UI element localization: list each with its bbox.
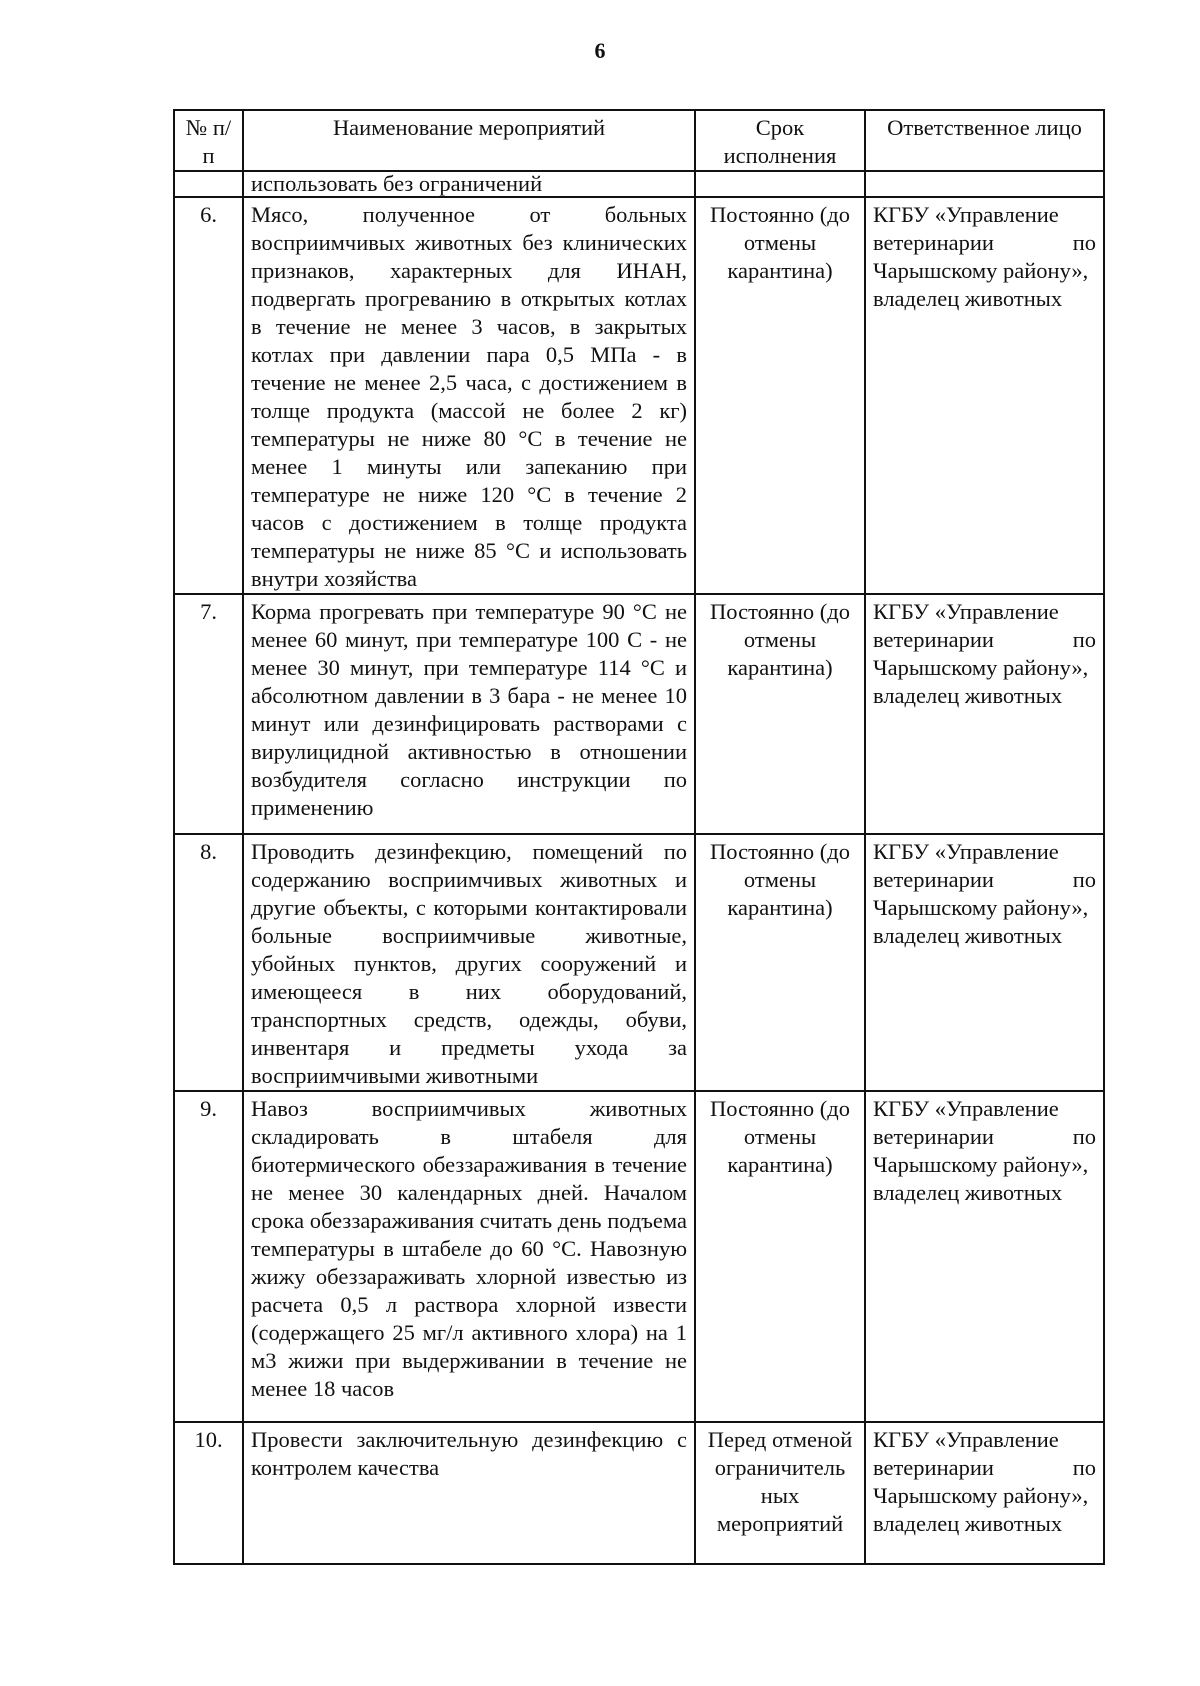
row-measure: Навоз восприимчивых животных складировать в штабеля для биотермического обеззараживания в течение не менее 30 календарных дней. Началом срока обеззараживания считать день подъема температуры в штабеле до 60 °С. Навозную жижу обеззараживать хлорной известью из расчета 0,5 л раствора хлорной извести (содержащего 25 мг/л активного хлора) на 1 м3 жижи при выдерживании в течение не менее 18 часов — [243, 1091, 695, 1422]
responsible-line: ветеринарии по — [873, 230, 1096, 255]
row-measure: Корма прогревать при температуре 90 °С не менее 60 минут, при температуре 100 С - не менее 30 минут, при температуре 114 °С и абсолютном давлении в 3 бара - не менее 10 минут или дезинфицировать растворами с вирулицидной активностью в отношении возбудителя согласно инструкции по применению — [243, 594, 695, 834]
table-row — [174, 1422, 1104, 1564]
row-term: Постоянно (до отмены карантина) — [695, 834, 865, 1091]
row-number: 10. — [174, 1422, 243, 1564]
responsible-line: КГБУ «Управление — [873, 1427, 1059, 1452]
measures-table — [173, 109, 1105, 1565]
responsible-line: владелец животных — [873, 923, 1063, 948]
row-number: 7. — [174, 594, 243, 834]
row-term: Постоянно (до отмены карантина) — [695, 594, 865, 834]
row-responsible — [865, 834, 1104, 1091]
responsible-line: КГБУ «Управление — [873, 202, 1059, 227]
responsible-line: Чарышскому району», — [873, 655, 1089, 680]
row-number: 8. — [174, 834, 243, 1091]
table-header-row — [174, 110, 1104, 171]
row-responsible — [865, 1091, 1104, 1422]
continuation-text: использовать без ограничений — [243, 171, 695, 197]
table-row — [174, 1091, 1104, 1422]
page-number: 6 — [594, 38, 606, 63]
row-term: Постоянно (до отмены карантина) — [695, 197, 865, 594]
row-measure: Проводить дезинфекцию, помещений по содержанию восприимчивых животных и другие объекты, с которыми контактировали больные восприимчивые животные, убойных пунктов, других сооружений и имеющееся в них оборудований, транспортных средств, одежды, обуви, инвентаря и предметы ухода за восприимчивыми животными — [243, 834, 695, 1091]
responsible-line: владелец животных — [873, 683, 1063, 708]
responsible-line: владелец животных — [873, 1180, 1063, 1205]
responsible-line: Чарышскому району», — [873, 1152, 1089, 1177]
responsible-line: КГБУ «Управление — [873, 1096, 1059, 1121]
responsible-line: КГБУ «Управление — [873, 599, 1059, 624]
row-term: Постоянно (до отмены карантина) — [695, 1091, 865, 1422]
continuation-row — [174, 171, 1104, 197]
row-term: Перед отменой ограничитель ных мероприятий — [695, 1422, 865, 1564]
responsible-line: Чарышскому району», — [873, 258, 1089, 283]
table-row — [174, 834, 1104, 1091]
responsible-line: ветеринарии по — [873, 627, 1096, 652]
responsible-line: КГБУ «Управление — [873, 839, 1059, 864]
header-num: № п/п — [174, 110, 243, 171]
responsible-line: ветеринарии по — [873, 1124, 1096, 1149]
header-name: Наименование мероприятий — [243, 110, 695, 171]
header-term: Срок исполнения — [695, 110, 865, 171]
row-measure: Провести заключительную дезинфекцию с контролем качества — [243, 1422, 695, 1564]
responsible-line: владелец животных — [873, 286, 1063, 311]
table-row — [174, 594, 1104, 834]
header-responsible: Ответственное лицо — [865, 110, 1104, 171]
responsible-line: ветеринарии по — [873, 1455, 1096, 1480]
responsible-line: Чарышскому району», — [873, 895, 1089, 920]
row-measure: Мясо, полученное от больных восприимчивых животных без клинических признаков, характерных для ИНАН, подвергать прогреванию в открытых котлах в течение не менее 3 часов, в закрытых котлах при давлении пара 0,5 МПа - в течение не менее 2,5 часа, с достижением в толще продукта (массой не более 2 кг) температуры не ниже 80 °С в течение не менее 1 минуты или запеканию при температуре не ниже 120 °С в течение 2 часов с достижением в толще продукта температуры не ниже 85 °С и использовать внутри хозяйства — [243, 197, 695, 594]
responsible-line: ветеринарии по — [873, 867, 1096, 892]
responsible-line: владелец животных — [873, 1511, 1063, 1536]
table-row — [174, 197, 1104, 594]
row-responsible — [865, 197, 1104, 594]
row-responsible — [865, 1422, 1104, 1564]
row-number: 6. — [174, 197, 243, 594]
row-responsible — [865, 594, 1104, 834]
responsible-line: Чарышскому району», — [873, 1483, 1089, 1508]
row-number: 9. — [174, 1091, 243, 1422]
